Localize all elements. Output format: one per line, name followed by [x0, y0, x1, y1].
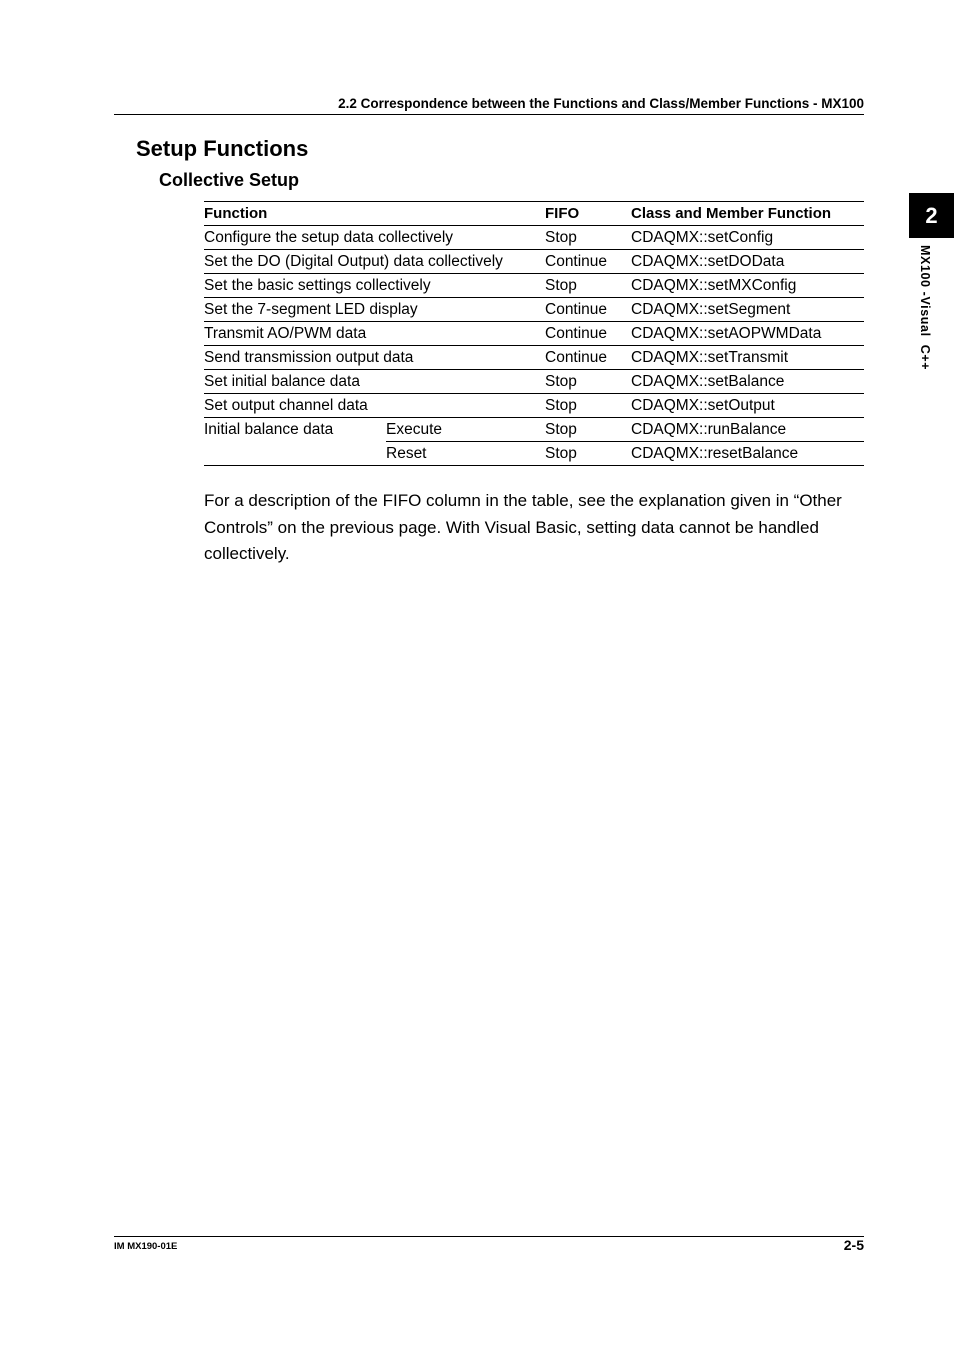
function-cell: Transmit AO/PWM data	[204, 325, 367, 342]
member-cell: CDAQMX::setMXConfig	[631, 277, 797, 294]
table-row	[204, 298, 864, 322]
fifo-cell: Stop	[545, 373, 577, 390]
fifo-cell: Stop	[545, 229, 577, 246]
group-function-empty	[204, 442, 386, 466]
function-cell: Configure the setup data collectively	[204, 229, 454, 246]
header-class-member: Class and Member Function	[631, 205, 832, 222]
member-cell: CDAQMX::setBalance	[631, 373, 785, 390]
fifo-cell: Stop	[545, 445, 577, 462]
table-row	[204, 394, 864, 418]
fifo-cell: Continue	[545, 301, 608, 318]
member-cell: CDAQMX::setTransmit	[631, 349, 789, 366]
function-table	[204, 201, 864, 466]
running-header: 2.2 Correspondence between the Functions and Class/Member Functions - MX100	[338, 96, 864, 111]
table-row	[204, 250, 864, 274]
fifo-cell: Continue	[545, 325, 608, 342]
section-title: Setup Functions	[136, 136, 309, 161]
table-row-group	[204, 418, 864, 442]
member-cell: CDAQMX::setSegment	[631, 301, 791, 318]
chapter-tab: 2	[909, 193, 954, 238]
table-row	[204, 226, 864, 250]
header-fifo: FIFO	[545, 205, 580, 222]
header-function: Function	[204, 205, 268, 222]
member-cell: CDAQMX::setAOPWMData	[631, 325, 822, 342]
table-row	[204, 346, 864, 370]
manual-id: IM MX190-01E	[114, 1241, 178, 1252]
fifo-cell: Stop	[545, 277, 577, 294]
table-row-group	[204, 442, 864, 466]
member-cell: CDAQMX::runBalance	[631, 418, 864, 442]
function-cell: Send transmission output data	[204, 349, 414, 366]
operation-cell: Reset	[386, 445, 427, 462]
table-row	[204, 370, 864, 394]
fifo-note-paragraph: For a description of the FIFO column in the table, see the explanation given in “Other Controls” on the previous page. With Visual Basic, setting data cannot be handled collectively.	[204, 491, 842, 563]
table-row	[204, 274, 864, 298]
fifo-cell: Continue	[545, 349, 608, 366]
table-row	[204, 322, 864, 346]
fifo-cell: Continue	[545, 253, 608, 270]
page-number: 2-5	[843, 1237, 864, 1253]
chapter-side-label: MX100 -Visual C++	[918, 245, 932, 371]
fifo-cell: Stop	[545, 397, 577, 414]
member-cell: CDAQMX::setOutput	[631, 397, 775, 414]
table-header-row	[204, 202, 864, 226]
function-cell: Set the basic settings collectively	[204, 277, 431, 294]
function-cell: Set output channel data	[204, 397, 368, 414]
group-function-cell: Initial balance data	[204, 421, 334, 439]
fifo-cell: Stop	[545, 418, 631, 442]
header-rule	[114, 114, 864, 115]
function-cell: Set initial balance data	[204, 373, 360, 390]
operation-cell: Execute	[386, 418, 545, 442]
member-cell: CDAQMX::setDOData	[631, 253, 785, 270]
subsection-title: Collective Setup	[159, 170, 300, 190]
function-cell: Set the 7-segment LED display	[204, 301, 418, 318]
member-cell: CDAQMX::setConfig	[631, 229, 774, 246]
member-cell: CDAQMX::resetBalance	[631, 445, 799, 462]
function-cell: Set the DO (Digital Output) data collectively	[204, 253, 503, 270]
